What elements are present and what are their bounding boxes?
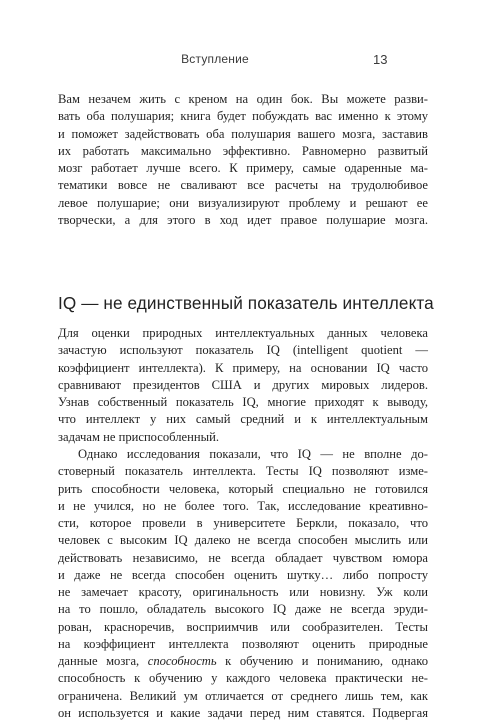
- section-heading: IQ — не единственный показатель интеллекта: [58, 293, 434, 313]
- text-line: на коэффициент интеллекта позволяют оценить природные: [58, 636, 428, 651]
- running-header: [0, 52, 488, 68]
- text-line: Однако исследования показали, что IQ — не вполне до-: [78, 447, 428, 461]
- text-line: действовать независимо, не всегда обладает чувством юмора: [58, 550, 428, 565]
- text-line: их работать максимально эффективно. Равномерно развитый: [58, 143, 428, 158]
- paragraph-2: [58, 446, 428, 722]
- intro-paragraph: [58, 91, 428, 229]
- text-line: мозг работает лучше всего. К примеру, самые одаренные ма-: [58, 161, 428, 175]
- text-line: способность к обучению у каждого человека практически не-: [58, 671, 428, 686]
- text-line: сравнивают президентов США и других мировых лидеров.: [58, 377, 428, 392]
- text-line: вать оба полушария; книга будет побуждать вас именно к этому: [58, 109, 428, 124]
- text-line: ограничена. Великий ум отличается от среднего лишь тем, как: [58, 688, 428, 703]
- section-title: Вступление: [181, 52, 249, 66]
- paragraph-1: [58, 325, 428, 446]
- text-line: человек с высоким IQ далеко не всегда способен мыслить или: [58, 533, 428, 548]
- text-line: на то пошло, обладатель высокого IQ даже не всегда эруди-: [58, 602, 428, 617]
- text-line: что интеллект у них самый средний и к интеллектуальным: [58, 412, 428, 427]
- text-line: и поможет задействовать оба полушария вашего мозга, заставив: [58, 126, 428, 141]
- page-number: 13: [373, 52, 388, 67]
- text-line: тематики вовсе не сваливают все расчеты на трудолюбивое: [58, 178, 428, 193]
- text-line: творчески, а для этого в ход идет правое полушарие мозга.: [58, 212, 428, 227]
- text-line: коэффициент интеллекта). К примеру, на основании IQ часто: [58, 360, 428, 375]
- text-line: рован, красноречив, восприимчив или сообразителен. Тесты: [58, 619, 428, 634]
- text-line: не замечает красоту, оригинальность или новизну. Уж коли: [58, 585, 428, 599]
- text-line: Узнав собственный показатель IQ, многие приходят к выводу,: [58, 395, 428, 409]
- text-line: сти, которое провели в университете Беркли, показало, что: [58, 516, 428, 530]
- text-line: зачастую используют показатель IQ (intelligent quotient —: [58, 343, 428, 358]
- text-line: Для оценки природных интеллектуальных данных человека: [58, 326, 428, 340]
- text-line: задачам не приспособленный.: [58, 429, 219, 444]
- text-line: данные мозга, способность к обучению и пониманию, однако: [58, 654, 428, 668]
- text-line: он используется и какие задачи перед ним ставятся. Подвергая: [58, 705, 428, 720]
- text-line: Вам незачем жить с креном на один бок. Вы можете разви-: [58, 92, 428, 106]
- text-line: и не учился, но не более того. Так, исследование креативно-: [58, 498, 428, 513]
- text-line: и даже не всегда способен оценить шутку… либо попросту: [58, 567, 428, 582]
- emphasized-word: способность: [147, 654, 217, 668]
- text-line: рить способности человека, который специально не готовился: [58, 481, 428, 496]
- text-line: стоверный показатель интеллекта. Тесты IQ позволяют изме-: [58, 464, 428, 479]
- text-line: левое полушарие; они визуализируют проблему и решают ее: [58, 195, 428, 210]
